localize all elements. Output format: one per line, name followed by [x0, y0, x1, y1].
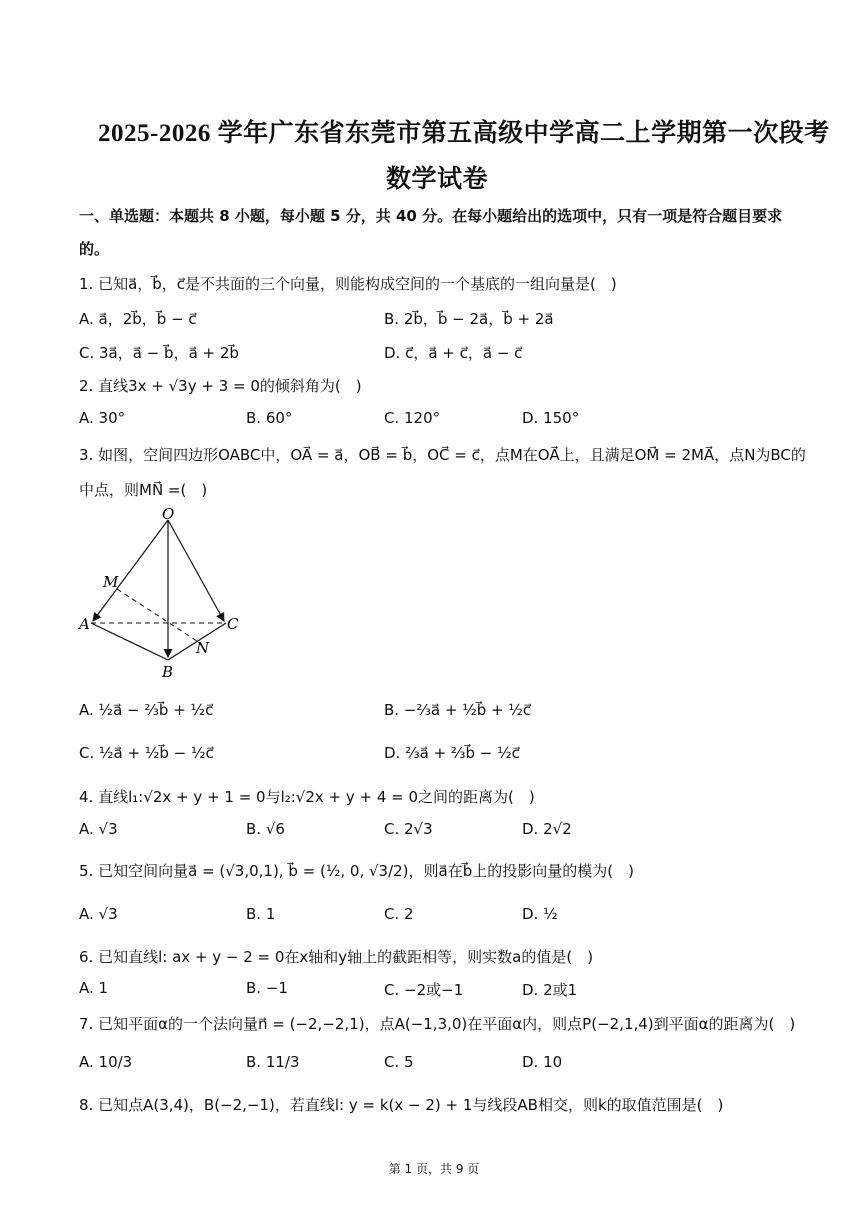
q3-option-b: B. −⅔a⃗ + ½b⃗ + ½c⃗ — [384, 701, 532, 719]
question-7-stem: 7. 已知平面α的一个法向量n⃗ = (−2,−2,1)，点A(−1,3,0)在平面α内，则点P(−2,1,4)到平面α的距离为( ) — [79, 1015, 796, 1033]
q4-option-b: B. √6 — [246, 820, 285, 838]
label-b: B — [162, 663, 174, 681]
q4-option-d: D. 2√2 — [522, 820, 572, 838]
q7-option-a: A. 10/3 — [79, 1053, 133, 1071]
q3-option-a: A. ½a⃗ − ⅔b⃗ + ½c⃗ — [79, 701, 214, 719]
q1-option-d: D. c⃗，a⃗ + c⃗，a⃗ − c⃗ — [384, 344, 523, 362]
label-o: O — [162, 505, 175, 523]
edge-ab — [91, 623, 168, 660]
question-3-stem: 3. 如图，空间四边形OABC中，OA⃗ = a⃗，OB⃗ = b⃗，OC⃗ = c⃗，点M在OA⃗上，且满足OM⃗ = 2MA⃗，点N为BC的 — [79, 446, 806, 464]
q5-option-a: A. √3 — [79, 905, 118, 923]
q7-option-d: D. 10 — [522, 1053, 563, 1071]
question-8-stem: 8. 已知点A(3,4)，B(−2,−1)，若直线l: y = k(x − 2) + 1与线段AB相交，则k的取值范围是( ) — [79, 1096, 724, 1114]
q5-option-c: C. 2 — [384, 905, 414, 923]
q7-option-b: B. 11/3 — [246, 1053, 300, 1071]
q6-option-b: B. −1 — [246, 979, 288, 997]
label-a: A — [79, 615, 90, 633]
q6-option-d: D. 2或1 — [522, 981, 578, 999]
q4-option-c: C. 2√3 — [384, 820, 433, 838]
q6-option-a: A. 1 — [79, 979, 109, 997]
question-1-stem: 1. 已知a⃗，b⃗，c⃗是不共面的三个向量，则能构成空间的一个基底的一组向量是( ) — [79, 275, 617, 293]
q6-option-c: C. −2或−1 — [384, 981, 464, 999]
q1-option-a: A. a⃗，2b⃗，b⃗ − c⃗ — [79, 310, 197, 328]
label-c: C — [227, 615, 239, 633]
q2-option-a: A. 30° — [79, 409, 126, 427]
vector-oa — [93, 520, 168, 621]
question-3-stem-cont: 中点，则MN⃗ =( ) — [79, 481, 208, 499]
vector-oc — [168, 520, 224, 621]
question-6-stem: 6. 已知直线l: ax + y − 2 = 0在x轴和y轴上的截距相等，则实数a的值是( ) — [79, 948, 594, 966]
section-header-cont: 的。 — [79, 240, 110, 258]
q4-option-a: A. √3 — [79, 820, 118, 838]
segment-mn-dashed — [117, 589, 197, 641]
q5-option-b: B. 1 — [246, 905, 276, 923]
label-m: M — [103, 573, 119, 591]
question-4-stem: 4. 直线l₁:√2x + y + 1 = 0与l₂:√2x + y + 4 = 0之间的距离为( ) — [79, 788, 535, 806]
label-n: N — [196, 639, 210, 657]
question-5-stem: 5. 已知空间向量a⃗ = (√3,0,1), b⃗ = (½, 0, √3/2)，则a⃗在b⃗上的投影向量的模为( ) — [79, 862, 634, 880]
section-header: 一、单选题：本题共 8 小题，每小题 5 分，共 40 分。在每小题给出的选项中，只有一项是符合题目要求 — [79, 207, 783, 225]
q7-option-c: C. 5 — [384, 1053, 414, 1071]
page-subtitle: 数学试卷 — [386, 166, 489, 193]
q2-option-d: D. 150° — [522, 409, 580, 427]
page-title: 2025-2026 学年广东省东莞市第五高级中学高二上学期第一次段考 — [98, 120, 830, 147]
question-2-stem: 2. 直线3x + √3y + 3 = 0的倾斜角为( ) — [79, 377, 362, 395]
q3-option-d: D. ⅔a⃗ + ⅔b⃗ − ½c⃗ — [384, 744, 520, 762]
q1-option-c: C. 3a⃗，a⃗ − b⃗，a⃗ + 2b⃗ — [79, 344, 239, 362]
q2-option-b: B. 60° — [246, 409, 293, 427]
q2-option-c: C. 120° — [384, 409, 441, 427]
q3-option-c: C. ½a⃗ + ½b⃗ − ½c⃗ — [79, 744, 214, 762]
q1-option-b: B. 2b⃗，b⃗ − 2a⃗，b⃗ + 2a⃗ — [384, 310, 554, 328]
page-footer: 第 1 页，共 9 页 — [388, 1162, 480, 1176]
q5-option-d: D. ½ — [522, 905, 558, 923]
tetrahedron-figure — [76, 505, 246, 681]
